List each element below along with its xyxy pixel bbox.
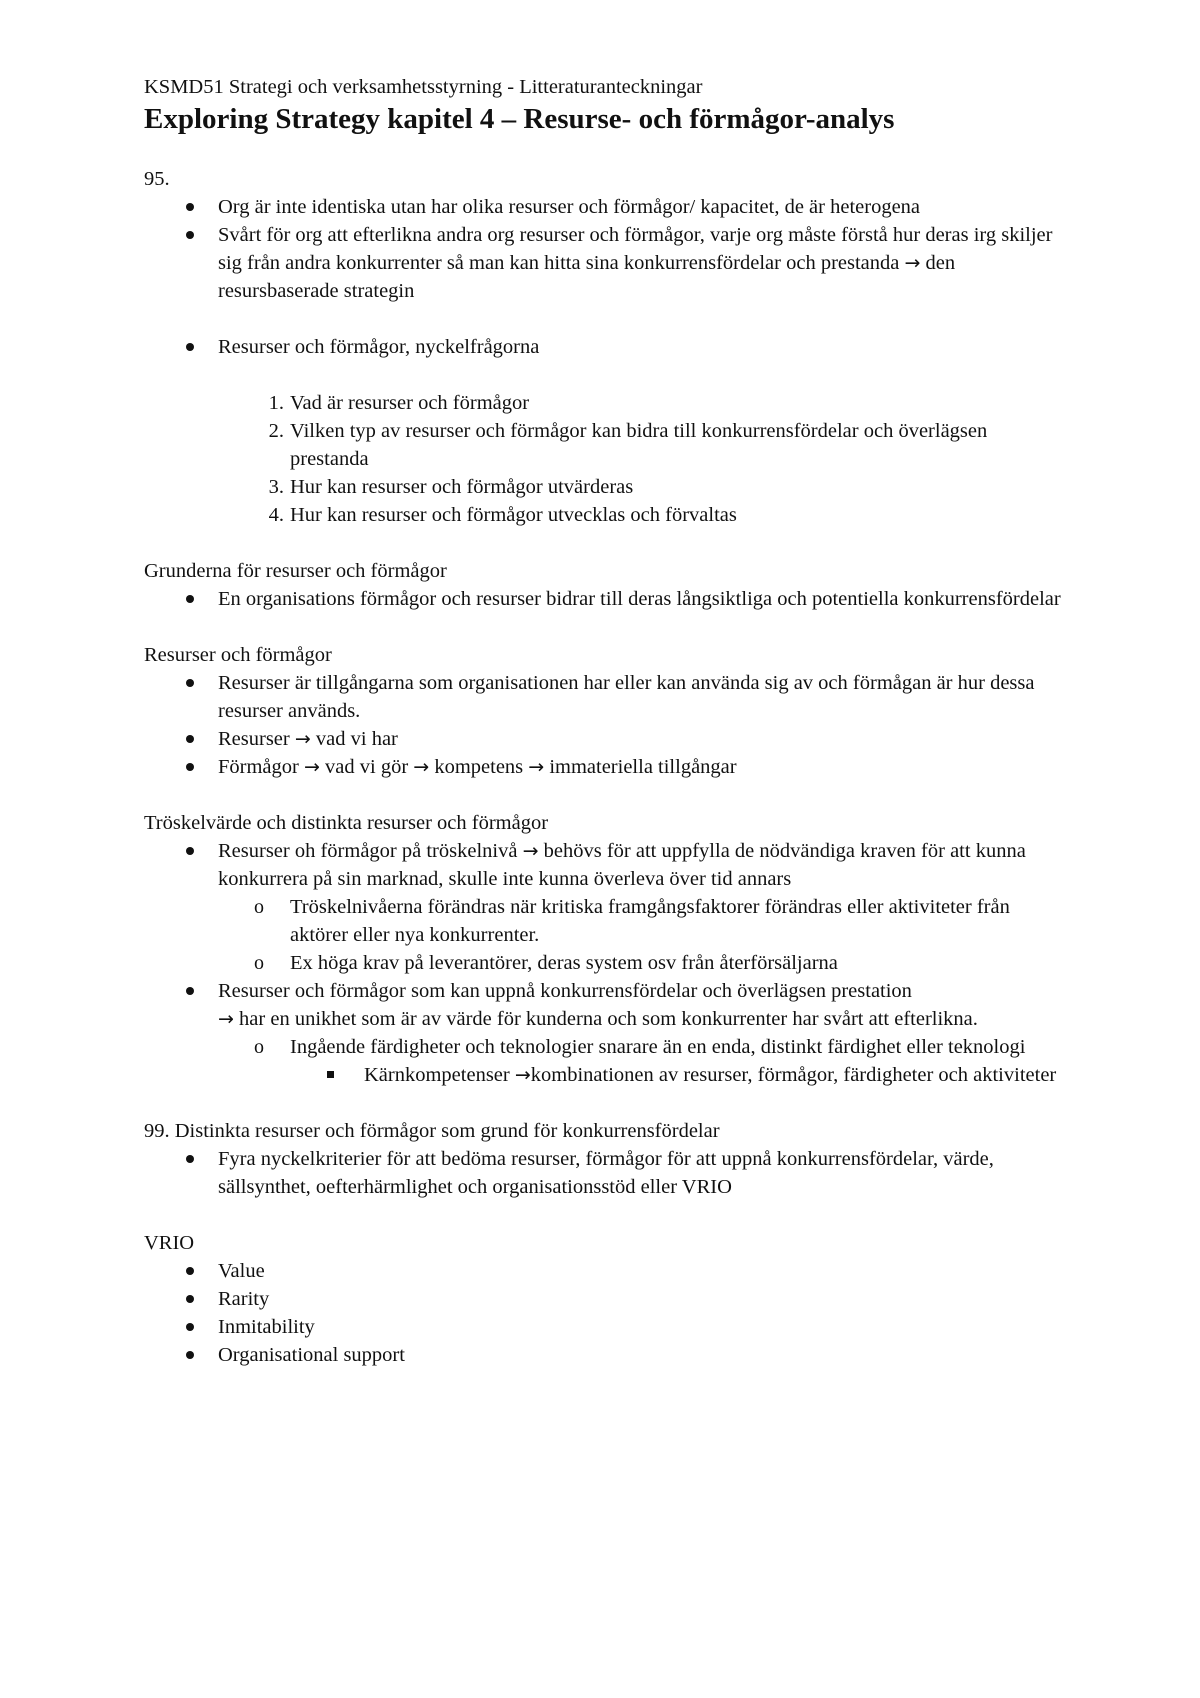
list-item: 4. Hur kan resurser och förmågor utvecklas och förvaltas <box>268 504 737 526</box>
bullet-list <box>144 585 1064 613</box>
bullet-icon <box>186 763 194 771</box>
section-heading: Grunderna för resurser och förmågor <box>144 560 447 582</box>
bullet-icon <box>186 595 194 603</box>
bullet-list <box>144 837 1064 1089</box>
list-item: Svårt för org att efterlikna andra org resurser och förmågor, varje org måste förstå hur deras irg skiljer sig från andra konkurrenter så man kan hitta sina konkurrensfördelar och prestanda → den resursbaserade strategin <box>144 221 1064 305</box>
section-heading: Tröskelvärde och distinkta resurser och förmågor <box>144 812 549 834</box>
section-heading: 95. <box>144 168 170 190</box>
bullet-icon <box>186 203 194 211</box>
list-item: Resurser är tillgångarna som organisationen har eller kan använda sig av och förmågan är hur dessa resurser används. <box>144 669 1064 725</box>
list-item: Resurser och förmågor som kan uppnå konkurrensfördelar och överlägsen prestation → har en unikhet som är av värde för kunderna och som konkurrenter har svårt att efterlikna. <box>144 977 1064 1033</box>
list-item: Fyra nyckelkriterier för att bedöma resurser, förmågor för att uppnå konkurrensfördelar, värde, sällsynthet, oefterhärmlighet och organisationsstöd eller VRIO <box>144 1145 1064 1201</box>
arrow-icon: → <box>514 1064 531 1086</box>
numbered-list <box>144 389 1064 529</box>
bullet-icon <box>186 987 194 995</box>
bullet-icon <box>186 1155 194 1163</box>
arrow-icon: → <box>904 252 921 274</box>
arrow-icon: → <box>522 840 539 862</box>
document-page <box>144 73 1064 1369</box>
bullet-icon <box>186 679 194 687</box>
arrow-icon: → <box>413 756 430 778</box>
bullet-list <box>144 669 1064 781</box>
list-item: Förmågor → vad vi gör → kompetens → immateriella tillgångar <box>144 753 1064 781</box>
bullet-icon <box>186 1267 194 1275</box>
list-item: 1. Vad är resurser och förmågor <box>268 392 530 414</box>
sub-list-item: o Tröskelnivåerna förändras när kritiska framgångsfaktorer förändras eller aktiviteter från aktörer eller nya konkurrenter. <box>144 893 1064 949</box>
list-item: 3. Hur kan resurser och förmågor utvärderas <box>268 476 634 498</box>
arrow-icon: → <box>294 728 311 750</box>
sub-sub-list-item: Kärnkompetenser →kombinationen av resurser, förmågor, färdigheter och aktiviteter <box>144 1061 1064 1089</box>
list-item: En organisations förmågor och resurser bidrar till deras långsiktliga och potentiella konkurrensfördelar <box>144 585 1064 613</box>
sub-list-item: o Ex höga krav på leverantörer, deras system osv från återförsäljarna <box>144 949 1064 977</box>
section-heading: Resurser och förmågor <box>144 644 332 666</box>
list-item: Inmitability <box>144 1313 1064 1341</box>
circle-bullet-icon: o <box>254 896 264 918</box>
bullet-list <box>144 333 1064 361</box>
list-item: Resurser oh förmågor på tröskelnivå → behövs för att uppfylla de nödvändiga kraven för att kunna konkurrera på sin marknad, skulle inte kunna överleva över tid annars <box>144 837 1064 893</box>
bullet-icon <box>186 231 194 239</box>
bullet-list <box>144 1257 1064 1369</box>
document-title: Exploring Strategy kapitel 4 – Resurse- och förmågor-analys <box>144 103 895 135</box>
circle-bullet-icon: o <box>254 952 264 974</box>
section-heading: 99. Distinkta resurser och förmågor som grund för konkurrensfördelar <box>144 1120 720 1142</box>
sub-list-item: o Ingående färdigheter och teknologier snarare än en enda, distinkt färdighet eller teknologi <box>144 1033 1064 1061</box>
section-heading: VRIO <box>144 1232 195 1254</box>
list-item: Resurser → vad vi har <box>144 725 1064 753</box>
bullet-icon <box>186 847 194 855</box>
document-header: KSMD51 Strategi och verksamhetsstyrning - Litteraturanteckningar <box>144 76 703 98</box>
square-bullet-icon <box>327 1071 334 1078</box>
list-item: Value <box>144 1257 1064 1285</box>
arrow-icon: → <box>218 1008 234 1030</box>
list-item: Organisational support <box>144 1341 1064 1369</box>
bullet-icon <box>186 1295 194 1303</box>
bullet-icon <box>186 343 194 351</box>
list-item: Resurser och förmågor, nyckelfrågorna <box>144 333 1064 361</box>
list-item: 2. Vilken typ av resurser och förmågor kan bidra till konkurrensfördelar och överlägsen prestanda <box>268 420 988 470</box>
bullet-icon <box>186 1351 194 1359</box>
bullet-icon <box>186 735 194 743</box>
bullet-list <box>144 1145 1064 1201</box>
list-item: Org är inte identiska utan har olika resurser och förmågor/ kapacitet, de är heterogena <box>144 193 1064 221</box>
list-item: Rarity <box>144 1285 1064 1313</box>
arrow-icon: → <box>528 756 545 778</box>
bullet-list <box>144 193 1064 305</box>
arrow-icon: → <box>303 756 320 778</box>
bullet-icon <box>186 1323 194 1331</box>
circle-bullet-icon: o <box>254 1036 264 1058</box>
